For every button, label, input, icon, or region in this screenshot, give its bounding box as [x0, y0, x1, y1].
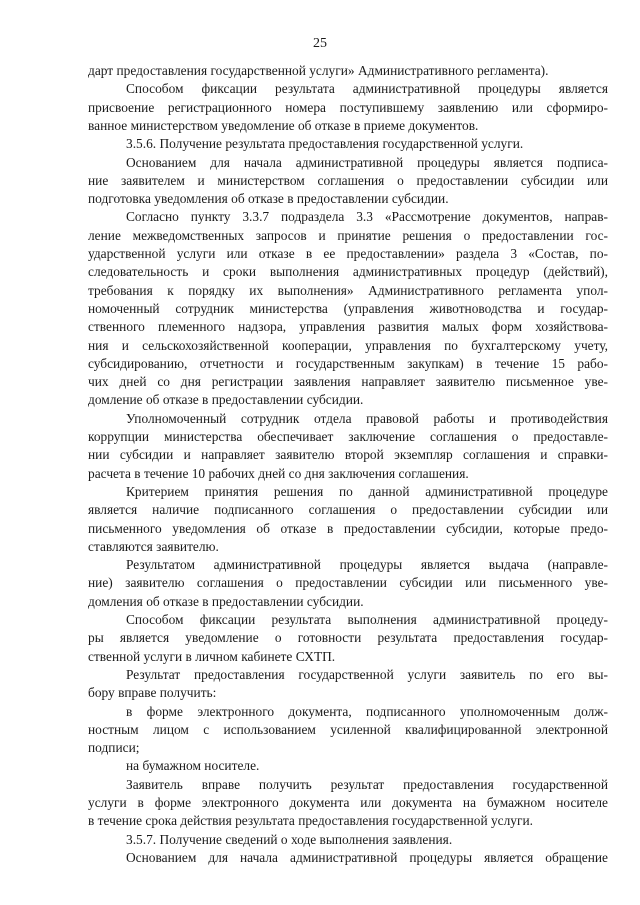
text-line: письменного уведомления об отказе в предоставлении субсидии, которые предо- — [88, 520, 608, 536]
text-line: на бумажном носителе. — [126, 758, 260, 774]
text-line: ностным лицом с использованием усиленной квалифицированной электронной — [88, 721, 608, 737]
page-number: 25 — [313, 36, 327, 51]
text-line: ударственной услуги или отказе в ее предоставлении» раздела 3 «Состав, по- — [88, 246, 608, 261]
text-line: услуги в форме электронного документа или документа на бумажном носителе — [88, 795, 608, 810]
text-line: 3.5.6. Получение результата предоставления государственной услуги. — [126, 136, 524, 152]
text-line: ственного племенного надзора, управления развития малых форм хозяйствова- — [88, 319, 608, 335]
text-line: чих дней со дня регистрации заявления направляет заявителю письменное уве- — [88, 374, 608, 390]
text-line: Результатом административной процедуры является выдача (направле- — [126, 557, 608, 573]
text-line: 3.5.7. Получение сведений о ходе выполнения заявления. — [126, 831, 453, 847]
text-line: Способом фиксации результата выполнения административной процеду- — [126, 612, 608, 627]
text-line: следовательность и сроки выполнения административных процедур (действий), — [88, 264, 608, 280]
text-line: Критерием принятия решения по данной административной процедуре — [126, 483, 608, 499]
text-line: номоченный сотрудник министерства (управления животноводства и государ- — [88, 300, 608, 316]
text-line: ванное министерством уведомление об отказе в приеме документов. — [88, 117, 479, 133]
text-line: Согласно пункту 3.3.7 подраздела 3.3 «Рассмотрение документов, направ- — [126, 209, 608, 225]
text-line: ние заявителем и министерством соглашения о предоставлении субсидии или — [88, 172, 608, 188]
text-line: подписи; — [88, 740, 140, 756]
text-line: бору вправе получить: — [88, 685, 217, 701]
text-line: является наличие подписанного соглашения о предоставлении субсидии или — [88, 502, 608, 518]
text-line: ры является уведомление о готовности результата предоставления государ- — [88, 630, 608, 646]
text-line: домление об отказе в предоставлении субсидии. — [88, 392, 364, 408]
text-line: ния и сельскохозяйственной кооперации, управления по бухгалтерскому учету, — [88, 337, 608, 353]
text-line: ставляются заявителю. — [88, 538, 219, 554]
text-line: ление межведомственных запросов и принятие решения о предоставлении гос- — [88, 227, 608, 243]
text-line: в форме электронного документа, подписанного уполномоченным долж- — [126, 703, 608, 719]
text-line: подготовка уведомления об отказе в предоставлении субсидии. — [88, 191, 449, 207]
text-line: ние) заявителю соглашения о предоставлении субсидии или письменного уве- — [88, 575, 608, 591]
text-line: дарт предоставления государственной услуги» Административного регламента). — [88, 63, 549, 78]
text-line: коррупции министерства обеспечивает заключение соглашения о предоставле- — [88, 429, 608, 444]
text-line: в течение срока действия результата предоставления государственной услуги. — [88, 813, 533, 829]
text-line: Уполномоченный сотрудник отдела правовой работы и противодействия — [126, 410, 608, 426]
text-line: ственной услуги в личном кабинете СХТП. — [88, 648, 336, 664]
text-line: Способом фиксации результата административной процедуры является — [126, 81, 608, 97]
text-line: домления об отказе в предоставлении субсидии. — [88, 593, 364, 609]
text-line: Результат предоставления государственной услуги заявитель по его вы- — [126, 666, 608, 682]
text-line: Основанием для начала административной процедуры является обращение — [126, 849, 608, 865]
text-line: Заявитель вправе получить результат предоставления государственной — [126, 776, 608, 792]
text-line: присвоение регистрационного номера поступившему заявлению или сформиро- — [88, 99, 608, 115]
text-line: нии субсидии и направляет заявителю второй экземпляр соглашения и справки- — [88, 447, 608, 463]
text-line: Основанием для начала административной процедуры является подписа- — [126, 154, 608, 170]
text-line: требования к порядку их выполнения» Административного регламента упол- — [88, 282, 608, 298]
text-line: расчета в течение 10 рабочих дней со дня заключения соглашения. — [88, 465, 469, 481]
text-line: субсидированию, отчетности и государственным закупкам) в течение 15 рабо- — [88, 355, 608, 371]
